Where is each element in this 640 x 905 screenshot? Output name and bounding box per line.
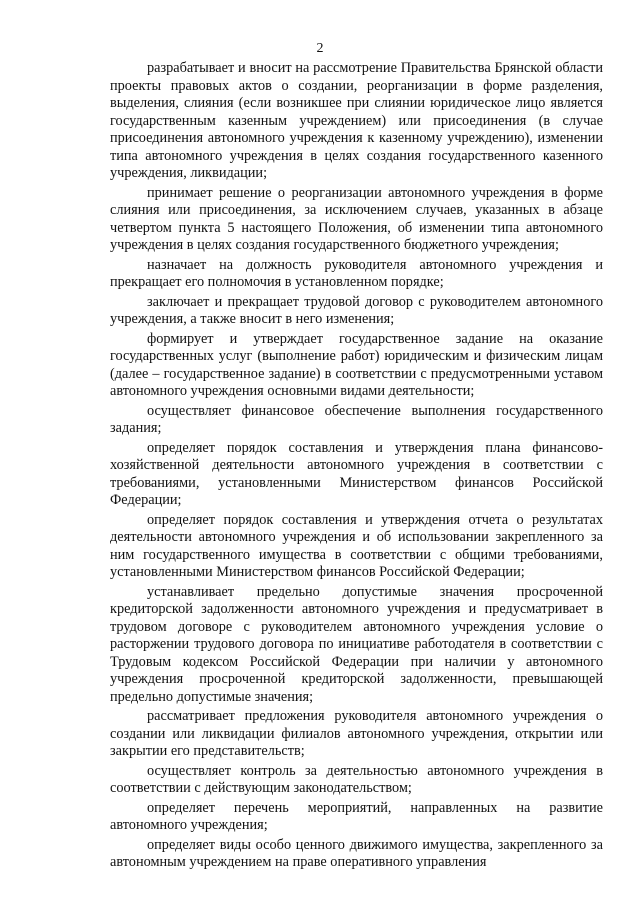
- paragraph: рассматривает предложения руководителя автономного учреждения о создании или ликвидации филиалов автономного учреждения, открытии или закрытии его представительств;: [110, 708, 603, 759]
- paragraph: осуществляет контроль за деятельностью автономного учреждения в соответствии с действующим законодательством;: [110, 762, 603, 796]
- paragraph: определяет порядок составления и утверждения плана финансово-хозяйственной деятельности автономного учреждения в соответствии с требованиями, установленными Министерством финансов Российской Федерации;: [110, 439, 603, 508]
- paragraph: определяет виды особо ценного движимого имущества, закрепленного за автономным учреждением на праве оперативного управления: [110, 836, 603, 870]
- document-body: [110, 60, 603, 874]
- paragraph: формирует и утверждает государственное задание на оказание государственных услуг (выполнение работ) юридическим и физическим лицам (далее – государственное задание) в соответствии с предусмотренными уставом автономного учреждения основными видами деятельности;: [110, 330, 603, 399]
- paragraph: заключает и прекращает трудовой договор с руководителем автономного учреждения, а также вносит в него изменения;: [110, 293, 603, 327]
- paragraph: определяет порядок составления и утверждения отчета о результатах деятельности автономного учреждения и об использовании закрепленного за ним государственного имущества в соответствии с общими требованиями, установленными Министерством финансов Российской Федерации;: [110, 511, 603, 580]
- page-number: 2: [316, 41, 324, 56]
- paragraph: разрабатывает и вносит на рассмотрение Правительства Брянской области проекты правовых актов о создании, реорганизации в форме разделения, выделения, слияния (если возникшее при слиянии юридическое лицо является государственным казенным учреждением) или присоединения (в случае присоединения автономного учреждения к казенному учреждению), изменении типа автономного учреждения в целях создания государственного казенного учреждения, ликвидации;: [110, 60, 603, 181]
- paragraph: определяет перечень мероприятий, направленных на развитие автономного учреждения;: [110, 799, 603, 833]
- paragraph: осуществляет финансовое обеспечение выполнения государственного задания;: [110, 402, 603, 436]
- paragraph: устанавливает предельно допустимые значения просроченной кредиторской задолженности автономного учреждения и предусматривает в трудовом договоре с руководителем автономного учреждения условие о расторжении трудового договора по инициативе работодателя в соответствии с Трудовым кодексом Российской Федерации при наличии у автономного учреждения просроченной кредиторской задолженности, превышающей предельно допустимые значения;: [110, 583, 603, 705]
- paragraph: назначает на должность руководителя автономного учреждения и прекращает его полномочия в установленном порядке;: [110, 256, 603, 290]
- paragraph: принимает решение о реорганизации автономного учреждения в форме слияния или присоединения, за исключением случаев, указанных в абзаце четвертом пункта 5 настоящего Положения, об изменении типа автономного учреждения в целях создания государственного бюджетного учреждения;: [110, 184, 603, 253]
